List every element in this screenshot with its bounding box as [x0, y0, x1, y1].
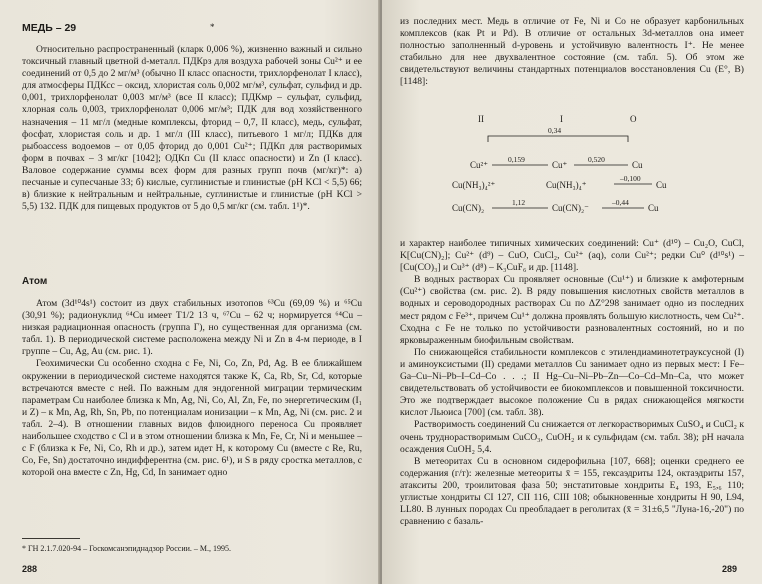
species-ammine-2: Cu(NH₃)₄²⁺ [452, 180, 496, 190]
page-mark: * [210, 22, 215, 32]
atom-paragraph-1: Атом (3d¹⁰4s¹) состоит из двух стабильных изотопов ⁶³Cu (69,09 %) и ⁶⁵Cu (30,91 %); радионуклид ⁶⁴Cu имеет T1/2 13 ч, ⁶⁷Cu – 62 ч; нормируется ⁶⁴Cu – низкая радиационная опасность (группа Г), но существенная для организма (см. табл. 1). В периодической системе расположена между Ni и Zn в 4-м периоде, в I группе – Cu, Ag, Au (см. рис. 1). [22, 298, 362, 358]
atom-paragraph-2: Геохимически Cu особенно сходна с Fe, Ni, Co, Zn, Pd, Ag. В ее ближайшем окружении в периодической системе находятся также K, Ca, Rb, Sr, Cd, которые встречаются вместе с ней. По важным для эндогенной миграции термическим параметрам Cu наиболее близка к Mn, Ag, Ni, Co, Al, Zn, Fe, по энергетическим (I₁ и Z) – к Mn, Ag, Rh, Sn, Pb, по потенциалам ионизации – к Mn, Ag, Ni (см. рис. 2 и табл. 2–4). В отношении главных видов флюидного переноса Cu проявляет наибольшее сходство с Cl и в этом отношении близка к Mn, Fe, Cr, Ni и меньшее – с F (близка к Fe, Ni, Co, Rh и др.), затем идет H, к которому Cu (вместе с Re, Ru, Co, Fe, Sn) достаточно индифферентна (см. рис. 6¹), и S в ряду сростка металлов, с которой она вместе с Zn, Hg, Cd, In занимает одно [22, 358, 362, 479]
potential-cyanide-1: 1,12 [512, 198, 526, 207]
left-page [0, 0, 380, 584]
paragraph-aqueous: В водных растворах Cu проявляет основные (Cu¹⁺) и близкие к амфотерным (Cu²⁺) свойства (см. рис. 2). В ряду повышения кислотных свойств металлов в водных и сероводородных растворах Cu по ΔZ°298 занимает одно из последних мест рядом с Fe³⁺, причем Cu¹⁺ должна проявлять большую кислотность, чем Cu²⁺. Сходна с Fe не только по устойчивости разновалентных состояний, но и по ярковыраженным биофильным свойствам. [400, 274, 744, 346]
left-column-top [22, 44, 362, 213]
ox-state-zero: O [630, 114, 637, 124]
footnote: * ГН 2.1.7.020-94 – Госкомсанэпиднадзор России. – М., 1995. [22, 544, 232, 553]
left-column-atom [22, 298, 362, 479]
page-number-right: 289 [722, 564, 738, 574]
species-ammine-cu: Cu [656, 180, 667, 190]
paragraph-meteorites: В метеоритах Cu в основном сидерофильна [107, 668]; оценки среднего ее содержания (г/т): железные метеориты x̄ = 155, гексаэдриты 124, октаэдриты 157, атакситы 200, троилитовая фаза 50; энстатитовые хондриты E₄ 193, E₅,₆ 110; углистые хондриты CI 127, CII 116, CIII 108; обыкновенные хондриты H 90, L94, LL80. В лунных породах Cu преобладает в реголитах (x̄ = 31±6,5 "Луна-16,-20") по сравнению с базаль- [400, 455, 744, 528]
intro-paragraph: Относительно распространенный (кларк 0,006 %), жизненно важный и сильно токсичный главный цветной d-металл. ПДКрз для воздуха рабочей зоны Cu²⁺ и ее соединений от 0,5 до 2 мг/м³ (обычно II класс опасности, трихлорфенолат I класс), для атмосферы ПДКсс – оксид, хлористая соль 0,002 мг/м³, сульфат, сульфид и др. 0,001, трихлорфенолат 0,003 мг/м³ (все II класс); ПДКмр – сульфат, сульфид, хлорная соль 0,003, трихлорфенолат 0,006 мг/м³; ПДК для вод хозяйственного назначения – 11 мг/л (медные комплексы, фторид – 0,7, II класс), медь, сульфат, фосфат, хлористая соль и др. 1 мг/л (III класс), питьевого 1 мг/л; ПДКв для рыбоaccess водоемов – от 0,05 фторид до 0,001 Cu²⁺; ПДКп для растворимых форм в почвах – 3 мг/кг [1042]; ОДКп Cu (II класс опасности) и Zn (I класс). Валовое содержание суммы всех форм для разных групп почв (мг/кг)*: а) песчаные и супесчаные 33; б) кислые, суглинистые и глинистые (pH KCl < 5,5) 66; в) близкие к нейтральным и нейтральные, суглинистые и глинистые (pH KCl > 5,5) 132. ПДК для пищевых продуктов от 5 до 0,5 мг/кг (см. табл. 1¹)*. [22, 44, 362, 213]
footnote-rule [22, 538, 80, 539]
page-number-left: 288 [22, 564, 38, 574]
potential-overall: 0,34 [548, 126, 562, 135]
species-cyanide-2: Cu(CN)₂ [452, 203, 485, 213]
right-column-top [400, 16, 744, 89]
latimer-diagram [452, 114, 682, 234]
paragraph-solubility: Растворимость соединений Cu снижается от легкорастворимых CuSO₄ и CuCl₂ к очень труднорастворимым CuCO₃, CuOH₂ и к сульфидам (см. табл. 38); pH начала осаждения CuOH₂ 5,4. [400, 419, 744, 455]
ox-state-one: I [560, 114, 563, 124]
potential-cu2-cu1: 0,159 [508, 155, 525, 164]
potential-cu1-cu0: 0,520 [588, 155, 605, 164]
species-cu1: Cu⁺ [552, 160, 568, 170]
ox-state-two: II [478, 114, 484, 124]
species-ammine-1: Cu(NH₃)₄⁺ [546, 180, 587, 190]
species-cyanide-1: Cu(CN)₂⁻ [552, 203, 589, 213]
potential-ammine: –0,100 [620, 174, 641, 183]
species-cu0: Cu [632, 160, 643, 170]
paragraph-complexes: По снижающейся стабильности комплексов с этилендиаминотетрауксусной (I) и аминоуксистыми (II) средами металлов Cu занимает одно из первых мест: I Fe–Ga–Cu–Ni–Pb–I–Cd–Co . . .; II Hg–Cu–Ni–Pb–Zn––Co–Cd–Mn–Ca, что может свидетельствовать об устойчивости ее биокомплексов и повышенной токсичности. Это же подтверждает высокое положение Cu в рядах снижающейся мягкости кислот Льюиса [700] (см. табл. 38). [400, 346, 744, 419]
species-cyanide-cu: Cu [648, 203, 659, 213]
section-heading-atom: Атом [22, 276, 48, 287]
potential-cyanide-2: –0,44 [612, 198, 629, 207]
paragraph-compounds: и характер наиболее типичных химических соединений: Cu⁺ (d¹⁰) – Cu₂O, CuCl, K[Cu(CN)₂]; Cu²⁺ (d⁹) – CuO, CuCl₂, Cu²⁺ (aq), соли Cu²⁺; редки Cu⁰ (d¹⁰s¹) – [Cu(CO)₃] и Cu³⁺ (d⁸) – K₃CuF₆ и др. [1148]. [400, 238, 744, 274]
right-page [382, 0, 762, 584]
paragraph-potentials: из последних мест. Медь в отличие от Fe, Ni и Co не образует карбонильных комплексов (как Pt и Pd). В отличие от остальных 3d-металлов она имеет полностью заполненный d-уровень и устойчивую валентность I⁺. Не менее стабильно для нее двухвалентное состояние (см. табл. 5). Об этом же свидетельствуют величины стандартных потенциалов восстановления Cu (E°, В) [1148]: [400, 16, 744, 88]
running-header: МЕДЬ – 29 [22, 22, 77, 34]
right-column-bottom [400, 238, 744, 528]
species-cu2: Cu²⁺ [470, 160, 488, 170]
